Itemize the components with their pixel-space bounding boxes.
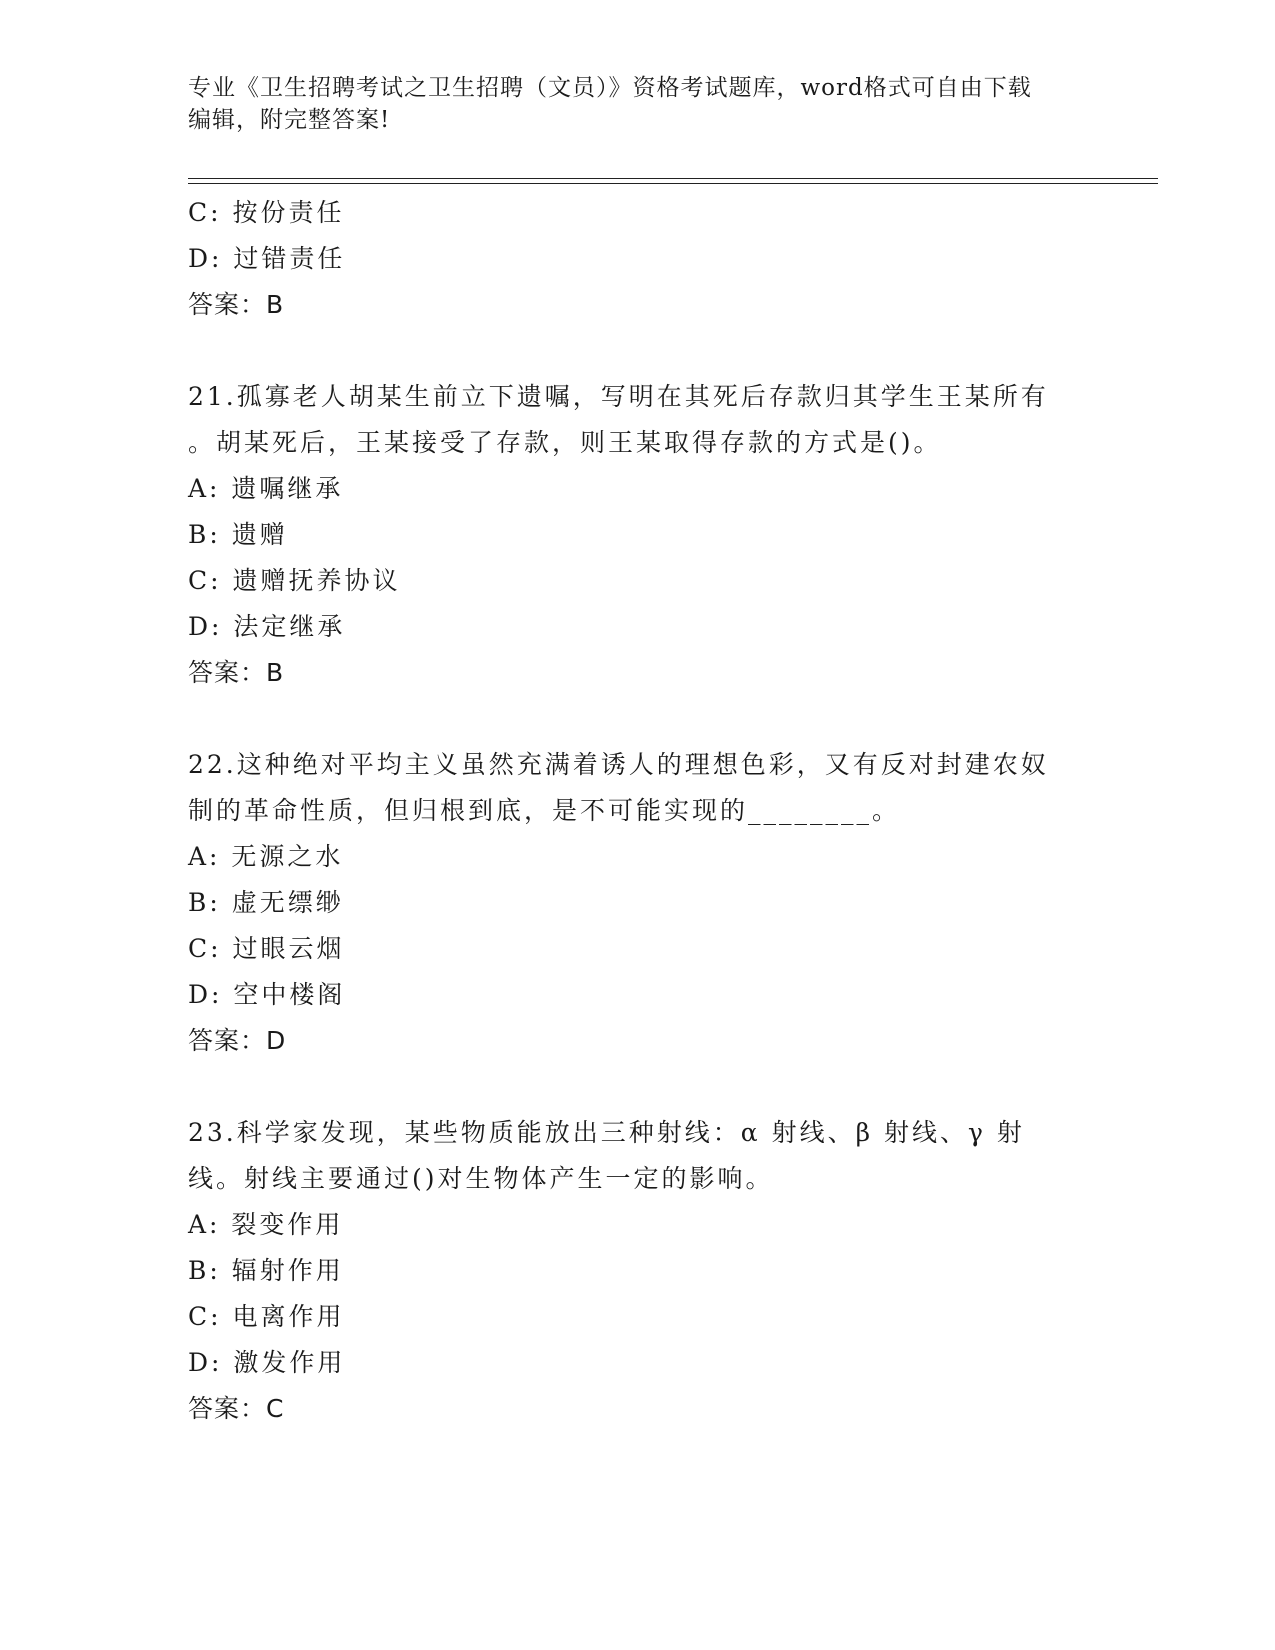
option-b: B: 遗赠 <box>188 520 288 549</box>
prev-question <box>188 190 1088 328</box>
option-d: D: 过错责任 <box>188 244 346 273</box>
option-c: C: 过眼云烟 <box>188 934 345 963</box>
option-b: B: 辐射作用 <box>188 1256 344 1285</box>
option-c: C: 电离作用 <box>188 1302 345 1331</box>
question-text-line-2: 制的革命性质，但归根到底，是不可能实现的________。 <box>188 796 901 825</box>
spacer <box>188 328 1088 374</box>
option-b: B: 虚无缥缈 <box>188 888 344 917</box>
question-22 <box>188 742 1088 1064</box>
option-c: C: 遗赠抚养协议 <box>188 566 401 595</box>
option-d: D: 法定继承 <box>188 612 346 641</box>
question-23 <box>188 1110 1088 1432</box>
question-text-line-2: 线。射线主要通过()对生物体产生一定的影响。 <box>188 1164 774 1193</box>
option-a: A: 遗嘱继承 <box>188 474 344 503</box>
answer: 答案：B <box>188 658 285 687</box>
spacer <box>188 1064 1088 1110</box>
question-text-line-1: 23.科学家发现，某些物质能放出三种射线：α 射线、β 射线、γ 射 <box>188 1118 1025 1147</box>
question-text-line-1: 22.这种绝对平均主义虽然充满着诱人的理想色彩，又有反对封建农奴 <box>188 750 1049 779</box>
page-header <box>188 72 1088 136</box>
header-line-2: 编辑，附完整答案! <box>188 107 391 133</box>
header-divider <box>188 178 1158 184</box>
option-d: D: 空中楼阁 <box>188 980 346 1009</box>
option-a: A: 裂变作用 <box>188 1210 344 1239</box>
answer: 答案：B <box>188 290 285 319</box>
answer: 答案：C <box>188 1394 285 1423</box>
option-a: A: 无源之水 <box>188 842 344 871</box>
option-d: D: 激发作用 <box>188 1348 346 1377</box>
question-list <box>188 190 1088 1432</box>
question-21 <box>188 374 1088 696</box>
header-line-1: 专业《卫生招聘考试之卫生招聘（文员）》资格考试题库，word格式可自由下载 <box>188 75 1032 101</box>
question-text-line-1: 21.孤寡老人胡某生前立下遗嘱，写明在其死后存款归其学生王某所有 <box>188 382 1049 411</box>
spacer <box>188 696 1088 742</box>
option-c: C: 按份责任 <box>188 198 345 227</box>
question-text-line-2: 。胡某死后，王某接受了存款，则王某取得存款的方式是()。 <box>188 428 942 457</box>
answer: 答案：D <box>188 1026 287 1055</box>
